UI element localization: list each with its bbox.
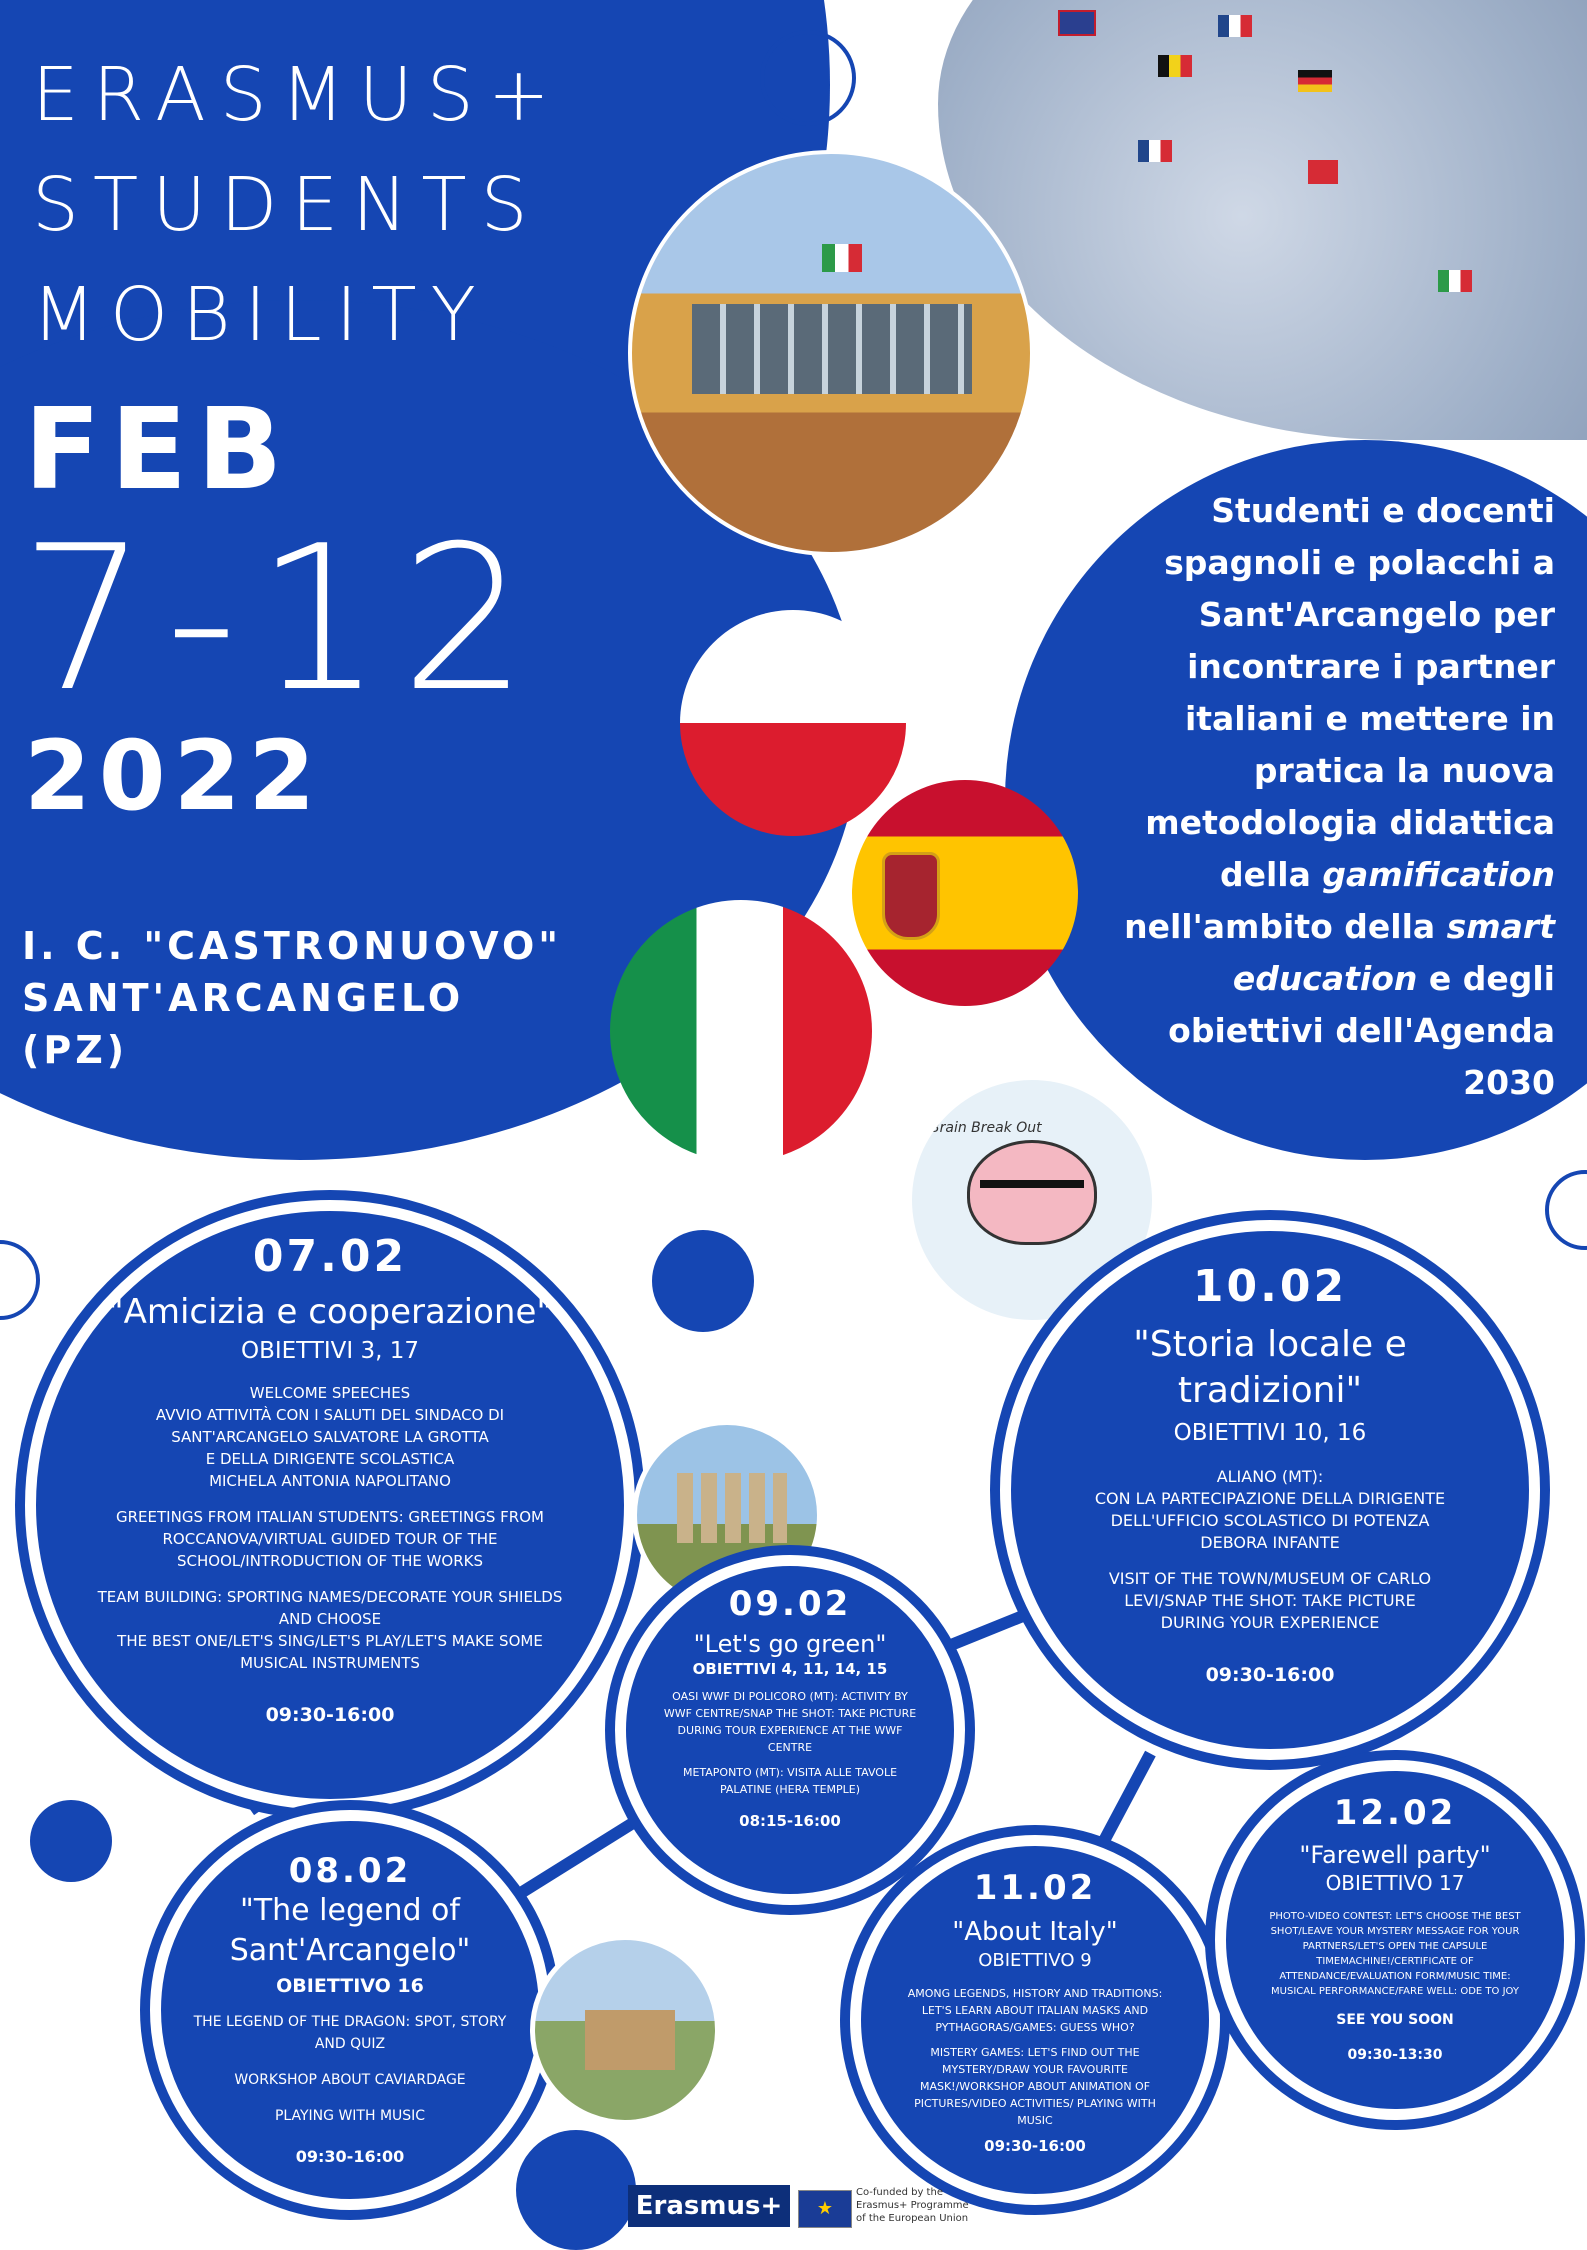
day-title: "Amicizia e cooperazione" <box>107 1292 553 1332</box>
day-time: 09:30-16:00 <box>1205 1664 1335 1686</box>
day-title: "The legend of Sant'Arcangelo" <box>229 1893 471 1968</box>
eu-flag-icon: ★ <box>798 2190 852 2228</box>
glasses-icon <box>980 1180 1084 1216</box>
flag-poland-icon <box>680 610 906 836</box>
school-building-photo <box>628 150 1034 556</box>
day-objectives: OBIETTIVO 16 <box>276 1975 424 1997</box>
day-date: 08.02 <box>288 1851 412 1891</box>
intro-emphasis-gamification: gamification <box>1322 855 1555 894</box>
day-title: "Let's go green" <box>693 1630 887 1658</box>
day-circle-0702 <box>25 1200 635 1810</box>
day-activity: GREETINGS FROM ITALIAN STUDENTS: GREETINGS FROM ROCCANOVA/VIRTUAL GUIDED TOUR OF THE SCHOOL/INTRODUCTION OF THE WORKS <box>116 1508 544 1570</box>
day-time: 09:30-16:00 <box>295 2147 405 2166</box>
flag-uk-icon <box>1058 10 1096 36</box>
flag-italy-icon <box>822 244 862 272</box>
day-activity: PHOTO-VIDEO CONTEST: LET'S CHOOSE THE BEST SHOT/LEAVE YOUR MYSTERY MESSAGE FOR YOUR PARTNERS/LET'S OPEN THE CAPSULE TIMEMACHINE!/CERTIFICATE OF ATTENDANCE/EVALUATION FORM/MUSIC TIME: MUSICAL PERFORMANCE/FARE WELL: ODE TO JOY <box>1269 1911 1521 1997</box>
decor-ring <box>1545 1170 1587 1250</box>
day-time: 09:30-13:30 <box>1347 2047 1443 2063</box>
day-circle-0902 <box>615 1555 965 1905</box>
day-date: 09.02 <box>728 1584 852 1624</box>
day-date: 11.02 <box>973 1868 1097 1908</box>
day-time: 09:30-16:00 <box>265 1704 395 1726</box>
decor-dot <box>30 1800 112 1882</box>
day-activity: WELCOME SPEECHES AVVIO ATTIVITÀ CON I SALUTI DEL SINDACO DI SANT'ARCANGELO SALVATORE LA GROTTA E DELLA DIRIGENTE SCOLASTICA MICHELA ANTONIA NAPOLITANO <box>155 1384 505 1490</box>
monastery-building <box>585 2010 675 2070</box>
school-name: I. C. "CASTRONUOVO" SANT'ARCANGELO (PZ) <box>22 924 563 1072</box>
day-activity: PLAYING WITH MUSIC <box>274 2108 426 2124</box>
day-date: 10.02 <box>1192 1261 1348 1312</box>
decor-dot <box>652 1230 754 1332</box>
day-objectives: OBIETTIVI 3, 17 <box>240 1338 420 1364</box>
europe-flags-map-image <box>938 0 1587 440</box>
day-activity: SEE YOU SOON <box>1336 2012 1454 2028</box>
day-activity: METAPONTO (MT): VISITA ALLE TAVOLE PALATINE (HERA TEMPLE) <box>682 1766 898 1796</box>
year-label: 2022 <box>24 720 324 832</box>
day-title: "Farewell party" <box>1299 1841 1491 1869</box>
day-time: 09:30-16:00 <box>984 2137 1086 2155</box>
decor-ring <box>0 1240 40 1320</box>
day-objectives: OBIETTIVO 9 <box>978 1950 1092 1971</box>
cofunded-text: Co-funded by the Erasmus+ Programme of the European Union <box>856 2187 969 2224</box>
flag-belgium-icon <box>1158 55 1192 77</box>
intro-emphasis-smart-education: smart education <box>1232 907 1555 998</box>
date-range: 7-12 <box>20 503 546 736</box>
day-activity: TEAM BUILDING: SPORTING NAMES/DECORATE YOUR SHIELDS AND CHOOSE THE BEST ONE/LET'S SING/LET'S PLAY/LET'S MAKE SOME MUSICAL INSTRUMENTS <box>97 1588 563 1672</box>
monastery-photo <box>530 1935 720 2125</box>
day-objectives: OBIETTIVO 17 <box>1325 1871 1465 1895</box>
day-activity: WORKSHOP ABOUT CAVIARDAGE <box>234 2072 466 2088</box>
decor-ring <box>760 30 856 126</box>
day-title: "About Italy" <box>952 1917 1118 1947</box>
intro-text-2: nell'ambito della <box>1124 907 1447 946</box>
day-date: 07.02 <box>252 1231 408 1282</box>
flag-switzerland-icon <box>1308 160 1338 184</box>
day-circle-0802 <box>150 1810 550 2210</box>
day-date: 12.02 <box>1333 1793 1457 1833</box>
day-circle-1002 <box>1000 1220 1540 1760</box>
erasmus-plus-logo: Erasmus+ <box>628 2185 790 2227</box>
intro-text-3: e degli obiettivi dell'Agenda 2030 <box>1168 959 1555 1102</box>
day-objectives: OBIETTIVI 10, 16 <box>1173 1420 1367 1446</box>
day-activity: MISTERY GAMES: LET'S FIND OUT THE MYSTERY/DRAW YOUR FAVOURITE MASK!/WORKSHOP ABOUT ANIMATION OF PICTURES/VIDEO ACTIVITIES/ PLAYING WITH MUSIC <box>914 2046 1156 2127</box>
day-activity: ALIANO (MT): CON LA PARTECIPAZIONE DELLA DIRIGENTE DELL'UFFICIO SCOLASTICO DI POTENZA DEBORA INFANTE <box>1094 1467 1446 1552</box>
day-activity: THE LEGEND OF THE DRAGON: SPOT, STORY AND QUIZ <box>193 2014 507 2052</box>
intro-paragraph <box>1085 485 1555 1109</box>
day-circle-1102 <box>850 1835 1220 2205</box>
flag-spain-icon <box>852 780 1078 1006</box>
flag-germany-icon <box>1298 70 1332 92</box>
day-time: 08:15-16:00 <box>739 1812 841 1830</box>
flag-france-icon <box>1138 140 1172 162</box>
month-label: FEB <box>24 385 293 515</box>
spain-coat-of-arms-icon <box>882 852 940 940</box>
flag-france-icon <box>1218 15 1252 37</box>
title-erasmus-students-mobility: ERASMUS+ STUDENTS MOBILITY <box>32 52 564 358</box>
day-circle-1202 <box>1215 1760 1575 2120</box>
decor-dot <box>516 2130 636 2250</box>
day-activity: AMONG LEGENDS, HISTORY AND TRADITIONS: LET'S LEARN ABOUT ITALIAN MASKS AND PYTHAGORAS/GAMES: GUESS WHO? <box>907 1987 1163 2034</box>
intro-text-1: Studenti e docenti spagnoli e polacchi a Sant'Arcangelo per incontrare i partner italiani e mettere in pratica la nuova metodologia didattica della <box>1145 491 1555 894</box>
day-activity: VISIT OF THE TOWN/MUSEUM OF CARLO LEVI/SNAP THE SHOT: TAKE PICTURE DURING YOUR EXPERIENCE <box>1108 1569 1432 1632</box>
day-activity: OASI WWF DI POLICORO (MT): ACTIVITY BY WWF CENTRE/SNAP THE SHOT: TAKE PICTURE DURING TOUR EXPERIENCE AT THE WWF CENTRE <box>663 1690 917 1754</box>
day-title: "Storia locale e tradizioni" <box>1133 1324 1407 1411</box>
flag-italy-icon <box>610 900 872 1162</box>
school-windows <box>692 304 972 394</box>
temple-columns <box>677 1473 787 1543</box>
day-objectives: OBIETTIVI 4, 11, 14, 15 <box>692 1660 888 1678</box>
mascot-label: Brain Break Out <box>930 1120 1042 1136</box>
flag-italy-icon <box>1438 270 1472 292</box>
